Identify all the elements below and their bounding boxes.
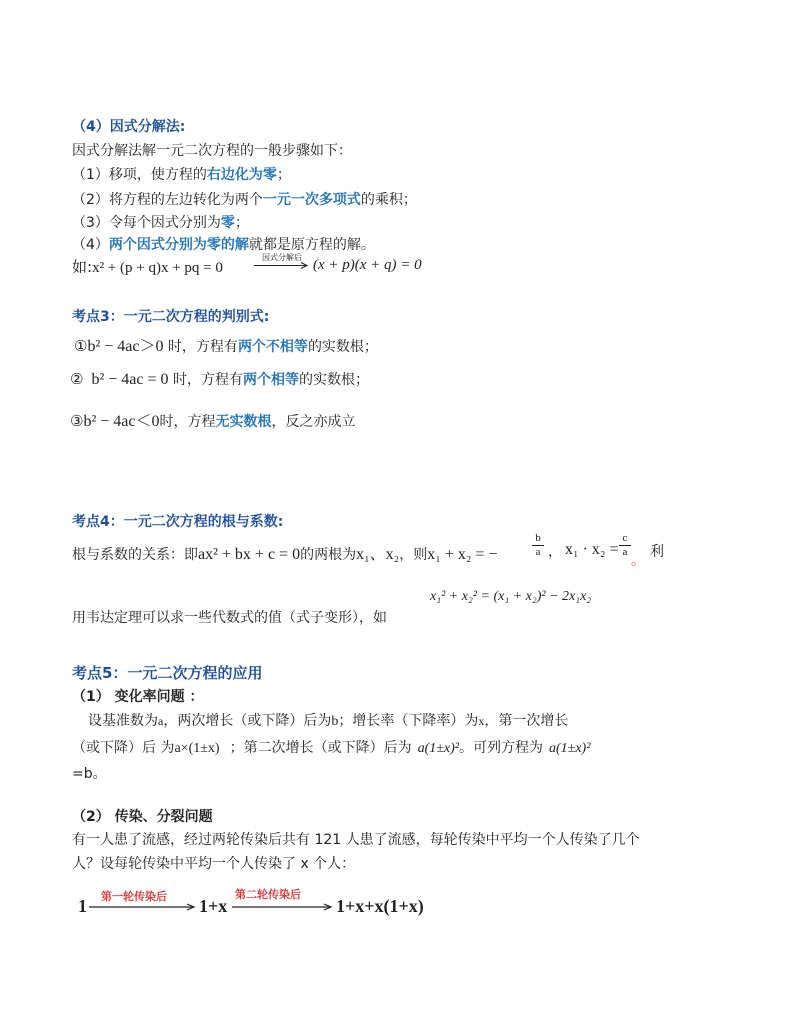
first-growth-expression: a×(1±x) [174,741,220,756]
diagram-start: 1 [78,896,87,916]
case-2-text: 时，方程有 [168,372,243,388]
step-2-highlight: 一元一次多项式 [262,192,361,208]
subtitle-infection-problem: （2） 传染、分裂问题 [72,809,213,825]
arrow-round-2-icon [232,903,336,911]
step-2 [72,189,417,209]
step-1-highlight: 右边化为零 [206,167,277,183]
rate-problem-line-2 [72,737,590,757]
infection-problem-line-2: 人？设每轮传染中平均一个人传染了 x 个人： [72,856,356,872]
step-2-end: 的乘积； [360,192,417,208]
case-3-expression: b² − 4ac＜0 [83,413,160,430]
rate-line-2-a: （或下降）后 为 [72,740,175,756]
rate-line-1-c: ；增长率（下降率）为 [338,713,479,729]
step-4 [72,234,375,254]
case-2-mark: ② [70,370,84,388]
step-1 [72,164,291,184]
rate-line-2-b: ；第二次增长（或下降）后为 [229,740,412,756]
factorization-example [72,256,223,277]
vieta-then-text: ，则 [399,547,428,563]
discriminant-case-2 [70,369,369,389]
product-of-roots: x₁ · x₂ = [565,541,619,558]
diagram-end: 1+x+x(1+x) [336,896,424,916]
vieta-intro-text: 根与系数的关系：即 [72,547,198,563]
case-1-mark: ① [74,337,88,355]
case-3-highlight: 无实数根 [215,414,272,430]
section-title-applications: 考点5：一元二次方程的应用 [72,664,263,682]
step-3 [72,212,249,232]
fraction-2-numerator: c [622,532,628,544]
case-3-mark: ③ [70,412,84,430]
factorization-arrow [254,253,310,269]
discriminant-case-1 [74,333,378,356]
diagram-label-round-2: 第二轮传染后 [235,888,301,901]
sum-of-roots: x₁ + x₂ = − [427,546,498,563]
vieta-roots-text: 的两根为 [300,547,357,563]
vieta-line-end: 利 [650,544,664,560]
vieta-line-1 [72,541,497,564]
factorization-intro: 因式分解法解一元二次方程的一般步骤如下： [72,143,352,159]
arrow-label: 因式分解后 [262,253,302,262]
example-left-equation: x² + (p + q)x + pq = 0 [92,260,223,276]
quadratic-equation: ax² + bx + c = 0 [198,546,301,563]
step-3-end: ； [234,215,249,231]
fraction-b-over-a [532,532,544,559]
diagram-middle: 1+x [199,896,228,916]
subtitle-rate-problem: （1） 变化率问题 ： [72,689,204,705]
step-3-text: （3）令每个因式分别为 [72,215,221,231]
variable-b: b [331,714,339,729]
step-1-end: ； [276,167,291,183]
infection-problem-line-1: 有一人患了流感，经过两轮传染后共有 121 人患了流感，每轮传染中平均一个人传染了几个 [72,832,640,848]
fraction-c-over-a [619,532,631,559]
diagram-label-round-1: 第一轮传染后 [101,890,167,903]
rate-line-1-b: ，两次增长（或下降）后为 [163,713,332,729]
step-4-text: （4） [72,237,109,253]
vieta-line-2: 用韦达定理可以求一些代数式的值（式子变形），如 [72,610,387,626]
rate-problem-line-3: =b。 [72,766,107,782]
vieta-comma: ， [548,544,562,560]
case-3-text: 时，方程 [159,414,216,430]
second-growth-expression: a(1±x)² [417,741,459,756]
right-arrow-icon [254,262,310,269]
case-1-highlight: 两个不相等 [237,339,308,355]
case-2-end: 的实数根； [298,372,369,388]
roots-symbol: x₁、x₂ [356,546,400,563]
case-1-end: 的实数根； [307,339,378,355]
section-title-discriminant: 考点3：一元二次方程的判别式: [72,309,270,325]
vieta-identity-formula: x₁² + x₂² = (x₁ + x₂)² − 2x₁x₂ [430,589,592,604]
section-title-factorization: （4）因式分解法: [72,119,186,135]
example-prefix: 如: [72,258,93,276]
example-right-equation: (x + p)(x + q) = 0 [313,257,422,273]
fraction-1-denominator: a [532,545,544,559]
case-3-end: ，反之亦成立 [271,414,356,430]
fraction-1-numerator: b [535,532,541,544]
step-4-end: 就都是原方程的解。 [248,237,375,253]
rate-line-1-d: ，第一次增长 [484,713,569,729]
rate-problem-line-1 [88,710,568,730]
case-1-text: 时，方程有 [163,339,238,355]
arrow-round-1-icon [89,903,199,911]
step-4-highlight: 两个因式分别为零的解 [108,237,249,253]
case-1-expression: b² − 4ac＞0 [87,338,164,355]
variable-x: x [478,714,485,728]
case-2-highlight: 两个相等 [242,372,299,388]
rate-line-2-c: 。可列方程为 [459,740,543,756]
rate-line-1-a: 设基准数为 [88,713,158,729]
section-title-vieta: 考点4：一元二次方程的根与系数: [72,514,284,530]
fraction-2-denominator: a [619,545,631,559]
step-3-highlight: 零 [220,215,235,231]
discriminant-case-3 [70,408,355,431]
equation-expression: a(1±x)² [549,741,591,756]
step-2-text: （2）将方程的左边转化为两个 [72,192,263,208]
variable-a: a [158,714,164,728]
step-1-text: （1）移项，使方程的 [72,167,207,183]
vieta-period: 。 [631,553,645,569]
case-2-expression: b² − 4ac = 0 [91,371,169,388]
